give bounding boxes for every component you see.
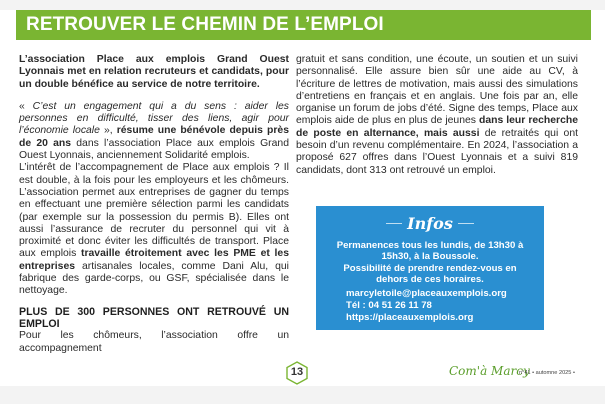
info-appointment: Possibilité de prendre rendez-vous en dehors de ces horaires. — [343, 262, 517, 286]
magazine-brand: Com'à Marcy — [449, 364, 530, 378]
quote-open: « — [19, 100, 33, 112]
quote-attribution: résume une bénévole depuis près de 20 ans — [19, 125, 289, 149]
body-bold-text: travaille étroitement avec les PME et les entreprises — [19, 248, 289, 272]
quote-close: », — [99, 125, 113, 137]
right-paragraph — [296, 54, 578, 177]
top-margin — [0, 0, 605, 10]
body-text: L’intérêt de l’accompagnement de Place aux emplois ? Il est double, à la fois pour les employeurs et les chômeurs. L’association permet aux entreprises de gagner du temps en effectuant une première sélection parmi les candidats (par exemple sur la possession du permis B). Elles ont aussi l’assurance de recruter du personnel qui vit à proximité et donc éviter les difficultés de transport. Place aux emplois — [19, 162, 289, 260]
info-email-link[interactable]: marcyletoile@placeauxemplois.org — [346, 288, 507, 299]
section-title: RETROUVER LE CHEMIN DE L’EMPLOI — [26, 14, 384, 35]
right-text-rest: de retraités qui ont besoin d’un revenu complémentaire. En 2024, l’association a proposé 627 offres dans l’Ouest Lyonnais et a suivi 819 candidats, dont 313 ont retrouvé un emploi. — [296, 127, 578, 176]
bottom-margin — [0, 386, 605, 404]
info-website-link[interactable]: https://placeauxemplois.org — [346, 311, 474, 323]
section-banner — [16, 10, 591, 40]
quote-text: C’est un engagement qui a du sens : aider les personnes en difficulté, tisser des liens, agir pour l’économie locale — [19, 100, 289, 137]
info-details — [330, 240, 530, 286]
title-rule-right — [458, 223, 474, 224]
info-title: Infos — [407, 214, 453, 233]
right-bold-text: dans leur recherche de poste en alternance, mais aussi — [296, 115, 578, 139]
right-text: gratuit et sans condition, une écoute, un soutien et un suivi personnalisé. Elle assure bien sûr une aide au CV, à l’écriture de lettres de motivation, mais aussi des simulations d’entretiens en français et en anglais. Une fois par an, elle organise un forum de jobs d’été. Signe des temps, Place aux emplois aide de plus en plus de jeunes — [296, 54, 578, 127]
quote-attribution-rest: dans l’association Place aux emplois Grand Ouest Lyonnais, anciennement Solidarité emplois. — [19, 137, 289, 162]
info-schedule: Permanences tous les lundis, de 13h30 à 15h30, à la Boussole. — [336, 240, 524, 263]
left-column — [19, 54, 289, 355]
lead-paragraph: L’association Place aux emplois Grand Ouest Lyonnais met en relation recruteurs et candidats, pour un double bénéfice au service de notre territoire. — [19, 54, 289, 90]
quote-paragraph — [19, 101, 289, 162]
body-paragraph-2 — [19, 162, 289, 297]
body-paragraph-3: Pour les chômeurs, l’association offre un accompagnement — [19, 330, 289, 354]
info-contact — [346, 288, 536, 323]
info-box — [316, 206, 544, 330]
body-text-rest: artisanales locales, comme Dani Alu, qui fabrique des garde-corps, ou GSF, spécialisée dans le nettoyage. — [19, 260, 289, 297]
subheading: PLUS DE 300 PERSONNES ONT RETROUVÉ UN EMPLOI — [19, 305, 289, 330]
issue-label: n°41 • automne 2025 • — [519, 370, 575, 376]
right-column — [296, 54, 578, 177]
info-phone: Tél : 04 51 26 11 78 — [346, 299, 432, 311]
page-number: 13 — [290, 366, 304, 378]
